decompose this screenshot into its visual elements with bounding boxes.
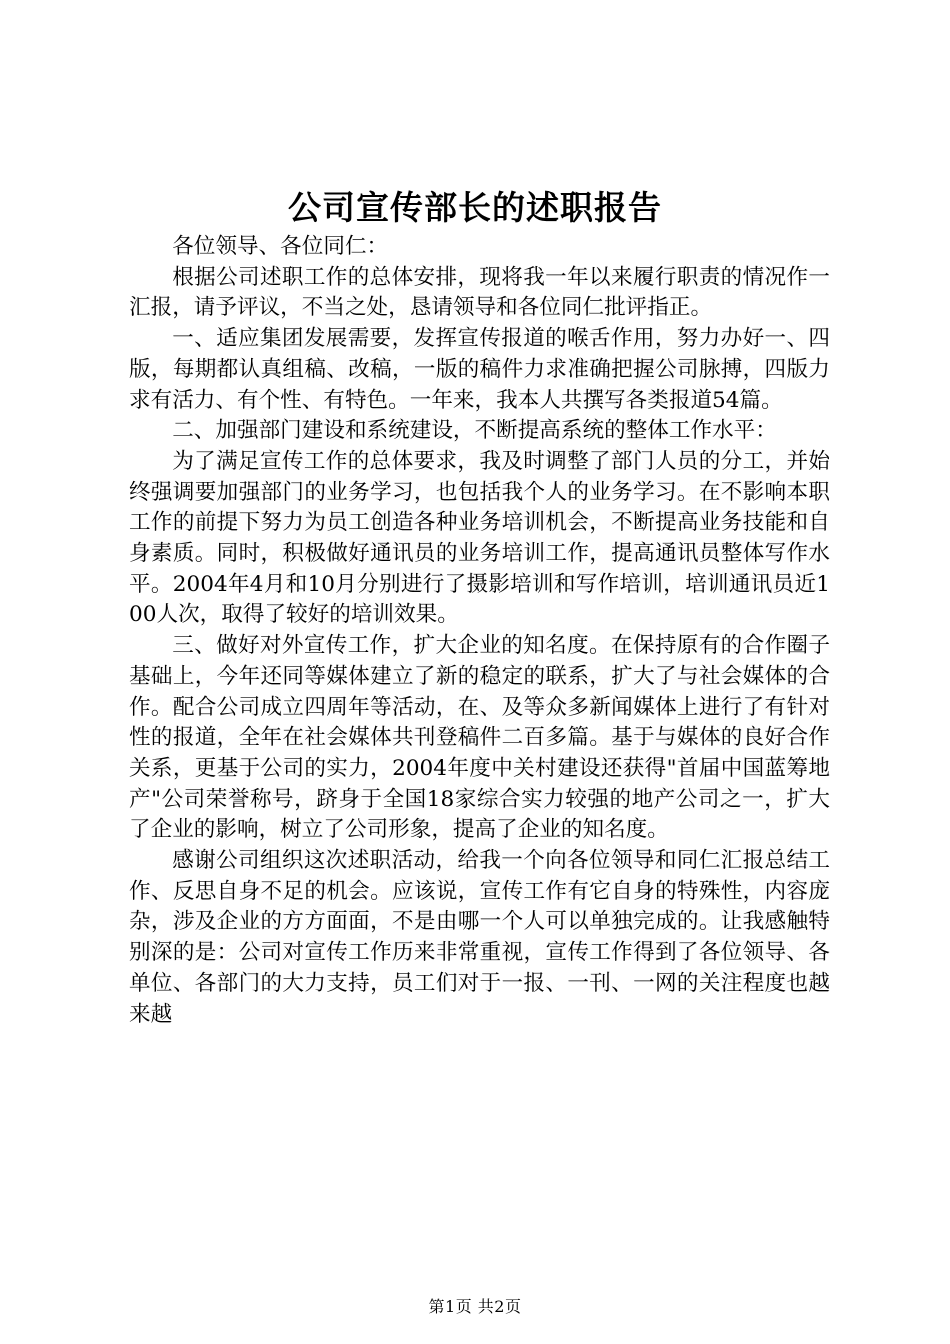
intro-paragraph: 根据公司述职工作的总体安排，现将我一年以来履行职责的情况作一汇报，请予评议，不当之处，恳请领导和各位同仁批评指正。 — [129, 264, 830, 321]
section-three-paragraph: 三、做好对外宣传工作，扩大企业的知名度。在保持原有的合作圈子基础上，今年还同等媒体建立了新的稳定的联系，扩大了与社会媒体的合作。配合公司成立四周年等活动，在、及等众多新闻媒体上进行了有针对性的报道，全年在社会媒体共刊登稿件二百多篇。基于与媒体的良好合作关系，更基于公司的实力，2004年度中关村建设还获得"首届中国蓝筹地产"公司荣誉称号，跻身于全国18家综合实力较强的地产公司之一，扩大了企业的影响，树立了公司形象，提高了企业的知名度。 — [129, 633, 830, 843]
document-title: 公司宣传部长的述职报告 — [288, 188, 662, 227]
thanks-paragraph: 感谢公司组织这次述职活动，给我一个向各位领导和同仁汇报总结工作、反思自身不足的机会。应该说，宣传工作有它自身的特殊性，内容庞杂，涉及企业的方方面面，不是由哪一个人可以单独完成的。让我感触特别深的是：公司对宣传工作历来非常重视，宣传工作得到了各位领导、各单位、各部门的大力支持，员工们对于一报、一刊、一网的关注程度也越来越 — [129, 848, 830, 1027]
section-two-heading-paragraph: 二、加强部门建设和系统建设，不断提高系统的整体工作水平： — [172, 418, 777, 444]
section-two-body-paragraph: 为了满足宣传工作的总体要求，我及时调整了部门人员的分工，并始终强调要加强部门的业务学习，也包括我个人的业务学习。在不影响本职工作的前提下努力为员工创造各种业务培训机会，不断提高业务技能和自身素质。同时，积极做好通讯员的业务培训工作，提高通讯员整体写作水平。2004年4月和10月分别进行了摄影培训和写作培训，培训通讯员近100人次，取得了较好的培训效果。 — [129, 448, 830, 628]
page-number-footer: 第1页 共2页 — [428, 1297, 522, 1316]
section-one-paragraph: 一、适应集团发展需要，发挥宣传报道的喉舌作用，努力办好一、四版，每期都认真组稿、改稿，一版的稿件力求准确把握公司脉搏，四版力求有活力、有个性、有特色。一年来，我本人共撰写各类报道54篇。 — [129, 326, 830, 413]
document-body — [129, 232, 830, 1030]
salutation-paragraph: 各位领导、各位同仁： — [172, 234, 389, 259]
